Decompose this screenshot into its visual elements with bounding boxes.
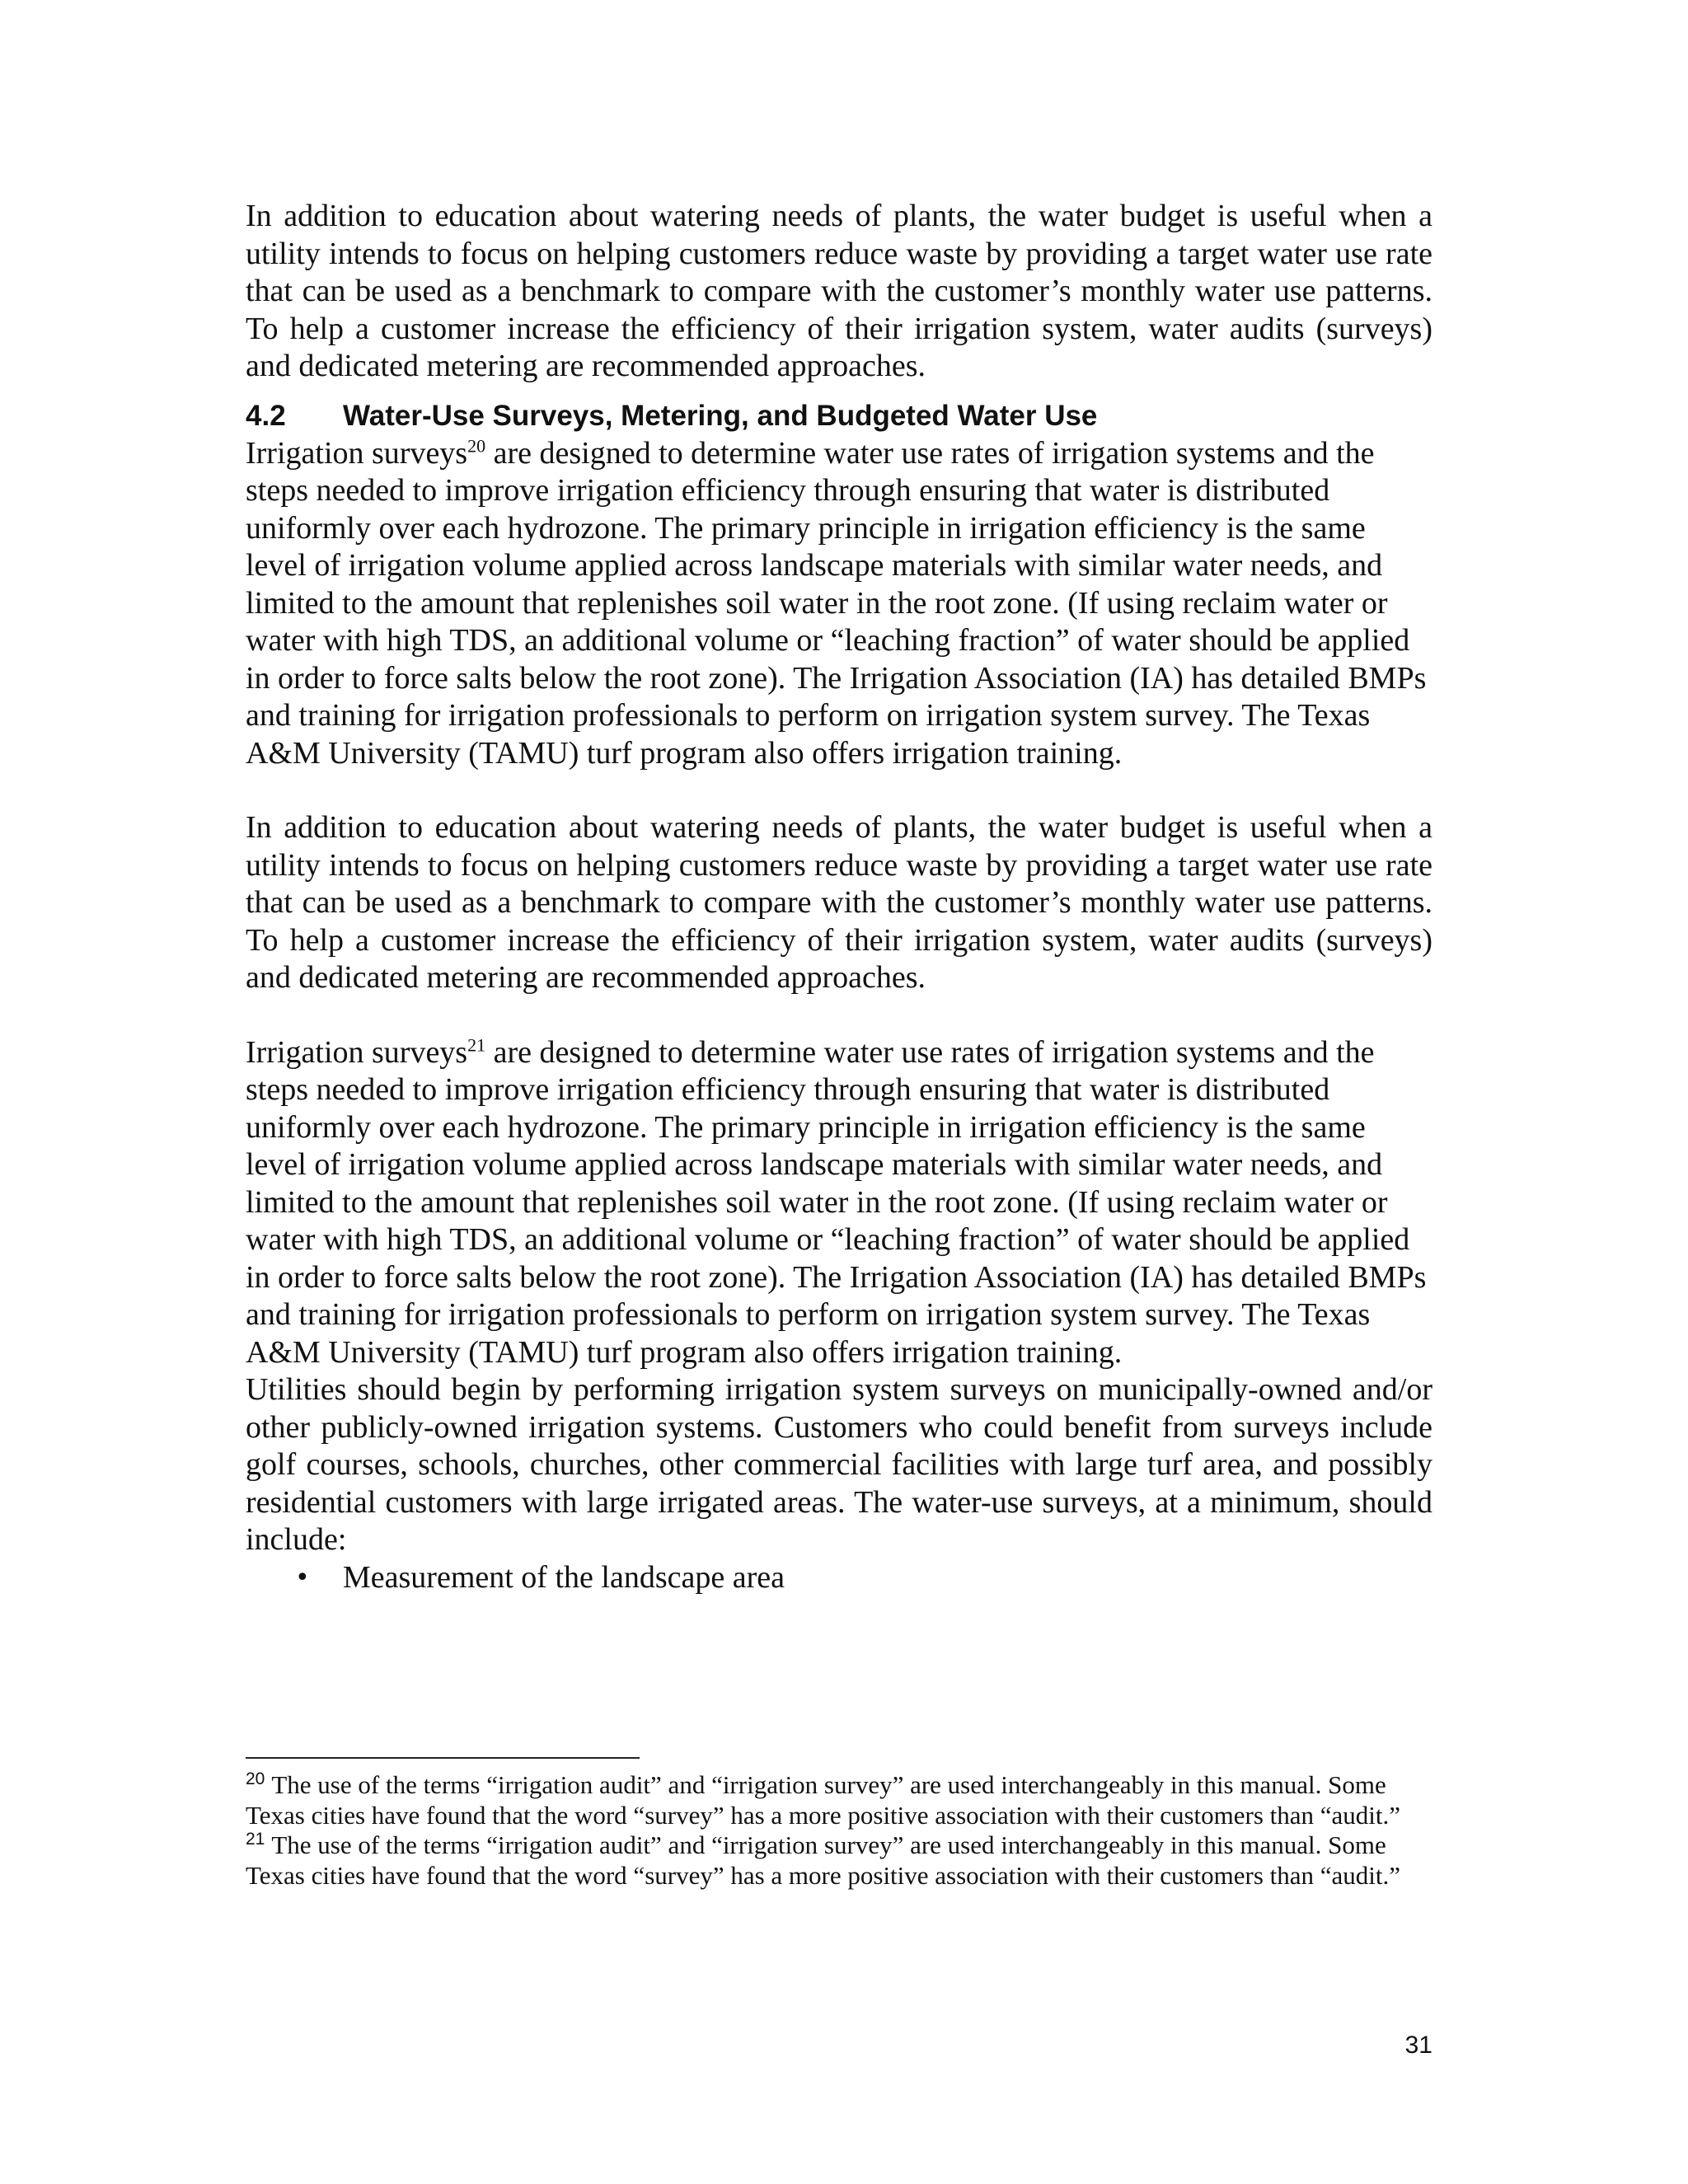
footnote-21 [246,1830,1432,1891]
footnote-text: The use of the terms “irrigation audit” and “irrigation survey” are used interchangeably in this manual. Some Texas cities have found that the word “survey” has a more positive association with their customers than “audit.” [246,1770,1401,1830]
paragraph-water-budget-intro: In addition to education about watering needs of plants, the water budget is useful when a utility intends to focus on helping customers reduce waste by providing a target water use rate that can be used as a benchmark to compare with the customer’s monthly water use patterns. To help a customer increase the efficiency of their irrigation system, water audits (surveys) and dedicated metering are recommended approaches. [246,199,1432,383]
paragraph-utilities-surveys: Utilities should begin by performing irrigation system surveys on municipally-owned and/or other publicly-owned irrigation systems. Customers who could benefit from surveys include golf courses, schools, churches, other commercial facilities with large turf area, and possibly residential customers with large irrigated areas. The water-use surveys, at a minimum, should include: [246,1372,1432,1557]
paragraph-text-rest: are designed to determine water use rates of irrigation systems and the steps needed to improve irrigation efficiency through ensuring that water is distributed uniformly over each hydrozone. The primary principle in irrigation efficiency is the same level of irrigation volume applied across landscape materials with similar water needs, and limited to the amount that replenishes soil water in the root zone. (If using reclaim water or water with high TDS, an additional volume or “leaching fraction” of water should be applied in order to force salts below the root zone). The Irrigation Association (IA) has detailed BMPs and training for irrigation professionals to perform on irrigation system survey. The Texas A&M University (TAMU) turf program also offers irrigation training. [246,435,1427,771]
section-number: 4.2 [246,399,286,432]
paragraph-water-budget-repeat: In addition to education about watering needs of plants, the water budget is useful when a utility intends to focus on helping customers reduce waste by providing a target water use rate that can be used as a benchmark to compare with the customer’s monthly water use patterns. To help a customer increase the efficiency of their irrigation system, water audits (surveys) and dedicated metering are recommended approaches. [246,810,1432,995]
footnote-divider [246,1757,640,1759]
footnotes [246,1770,1432,1891]
footnote-reference-20[interactable]: 20 [467,434,486,456]
footnote-mark: 20 [246,1769,265,1788]
footnote-20 [246,1770,1432,1830]
paragraph-irrigation-surveys-1 [246,435,1432,773]
paragraph-text-start: Irrigation surveys [246,435,468,471]
list-item-text: Measurement of the landscape area [343,1559,785,1595]
list-item [246,1559,1432,1597]
footnote-reference-21[interactable]: 21 [467,1033,486,1055]
page-number: 31 [1404,2032,1432,2059]
footnote-text: The use of the terms “irrigation audit” and “irrigation survey” are used interchangeably in this manual. Some Texas cities have found that the word “survey” has a more positive association with their customers than “audit.” [246,1830,1401,1890]
footnote-mark: 21 [246,1829,265,1849]
paragraph-text-rest: are designed to determine water use rates of irrigation systems and the steps needed to improve irrigation efficiency through ensuring that water is distributed uniformly over each hydrozone. The primary principle in irrigation efficiency is the same level of irrigation volume applied across landscape materials with similar water needs, and limited to the amount that replenishes soil water in the root zone. (If using reclaim water or water with high TDS, an additional volume or “leaching fraction” of water should be applied in order to force salts below the root zone). The Irrigation Association (IA) has detailed BMPs and training for irrigation professionals to perform on irrigation system survey. The Texas A&M University (TAMU) turf program also offers irrigation training. [246,1034,1427,1370]
bullet-icon: • [295,1563,310,1592]
paragraph-text-start: Irrigation surveys [246,1034,468,1070]
section-heading [246,397,1432,435]
section-title: Water-Use Surveys, Metering, and Budgeted Water Use [343,399,1098,432]
paragraph-irrigation-surveys-2 [246,1034,1432,1372]
survey-requirements-list [246,1559,1432,1597]
main-content [246,198,1432,1596]
